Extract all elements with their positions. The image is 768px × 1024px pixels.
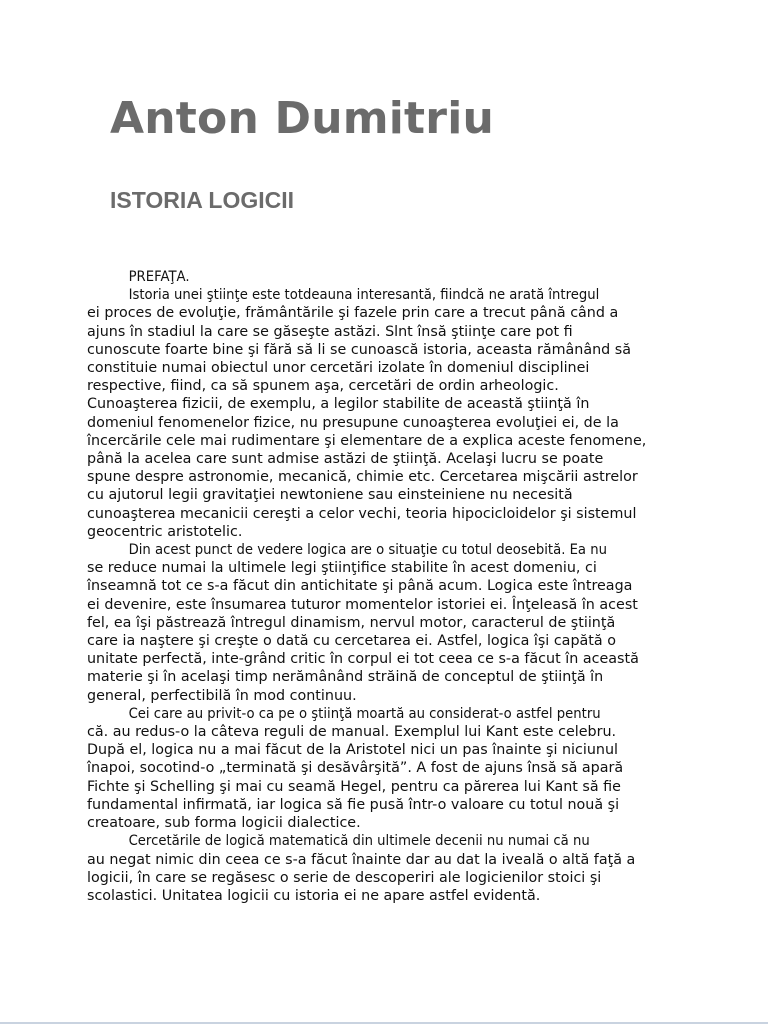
text-line: constituie numai obiectul unor cercetări izolate în domeniul disciplinei	[87, 360, 590, 377]
text-line: Cercetările de logică matematică din ultimele decenii nu numai că nu	[128, 833, 590, 850]
text-line: spune despre astronomie, mecanică, chimie etc. Cercetarea mişcării astrelor	[87, 469, 638, 486]
text-line: Cei care au privit-o ca pe o ştiinţă moartă au considerat-o astfel pentru	[128, 705, 601, 722]
text-line: PREFAŢA.	[128, 269, 190, 285]
text-line: respective, fiind, ca să spunem aşa, cercetări de ordin arheologic.	[87, 378, 559, 395]
text-line: că. au redus-o la câteva reguli de manual. Exemplul lui Kant este celebru.	[87, 724, 617, 741]
book-title: ISTORIA LOGICII	[110, 187, 295, 213]
text-line: logicii, în care se regăsesc o serie de descoperiri ale logicienilor stoici şi	[87, 869, 602, 886]
text-line: domeniul fenomenelor fizice, nu presupune cunoaşterea evoluţiei ei, de la	[87, 414, 619, 431]
text-line: încercările cele mai rudimentare şi elementare de a explica aceste fenomene,	[87, 432, 647, 449]
text-line: ei devenire, este însumarea tuturor momentelor istoriei ei. Înţeleasă în acest	[87, 596, 638, 613]
author-name: Anton Dumitriu	[110, 93, 494, 144]
text-line: înapoi, socotind-o „terminată şi desăvârşită”. A fost de ajuns însă să apară	[87, 760, 624, 777]
text-line: general, perfectibilă în mod continuu.	[87, 687, 357, 704]
text-line: scolastici. Unitatea logicii cu istoria ei ne apare astfel evidentă.	[87, 887, 541, 904]
text-line: geocentric aristotelic.	[87, 523, 243, 540]
text-line: până la acelea care sunt admise astăzi de ştiinţă. Acelaşi lucru se poate	[87, 451, 604, 468]
text-line: Fichte şi Schelling şi mai cu seamă Hegel, pentru ca părerea lui Kant să fie	[87, 778, 621, 795]
text-line: materie şi în acelaşi timp nerămânând străină de conceptul de ştiinţă în	[87, 669, 604, 686]
text-line: fel, ea îşi păstrează întregul dinamism, nervul motor, caracterul de ştiinţă	[87, 614, 616, 631]
text-line: ei proces de evoluţie, frământările şi fazele prin care a trecut până când a	[87, 305, 619, 322]
text-line: care ia naştere şi creşte o dată cu cercetarea ei. Astfel, logica îşi capătă o	[87, 633, 616, 650]
text-line: ajuns în stadiul la care se găseşte astăzi. Slnt însă ştiinţe care pot fi	[87, 323, 573, 340]
text-line: fundamental infirmată, iar logica să fie pusă într-o valoare cu totul nouă şi	[87, 796, 620, 813]
text-line: Istoria unei ştiinţe este totdeauna interesantă, fiindcă ne arată întregul	[128, 287, 600, 304]
text-line: cunoaşterea mecanicii cereşti a celor vechi, teoria hipocicloidelor şi sistemul	[87, 505, 637, 522]
text-line: unitate perfectă, inte-grând critic în corpul ei tot ceea ce s-a făcut în această	[87, 651, 639, 668]
text-line: cunoscute foarte bine şi fără să li se cunoască istoria, aceasta rămânând să	[87, 341, 631, 358]
body-text	[87, 268, 679, 905]
text-line: Cunoaşterea fizicii, de exemplu, a legilor stabilite de această ştiinţă în	[87, 396, 590, 413]
text-line: se reduce numai la ultimele legi ştiinţifice stabilite în acest domeniu, ci	[87, 560, 597, 577]
text-line: creatoare, sub forma logicii dialectice.	[87, 815, 361, 832]
text-line: După el, logica nu a mai făcut de la Aristotel nici un pas înainte şi niciunul	[87, 742, 618, 759]
text-line: au negat nimic din ceea ce s-a făcut înainte dar au dat la iveală o altă faţă a	[87, 851, 636, 868]
text-line: Din acest punct de vedere logica are o situaţie cu totul deosebită. Ea nu	[128, 542, 607, 559]
text-line: cu ajutorul legii gravitaţiei newtoniene sau einsteiniene nu necesită	[87, 487, 573, 504]
text-line: înseamnă tot ce s-a făcut din antichitate şi până acum. Logica este întreaga	[87, 578, 633, 595]
